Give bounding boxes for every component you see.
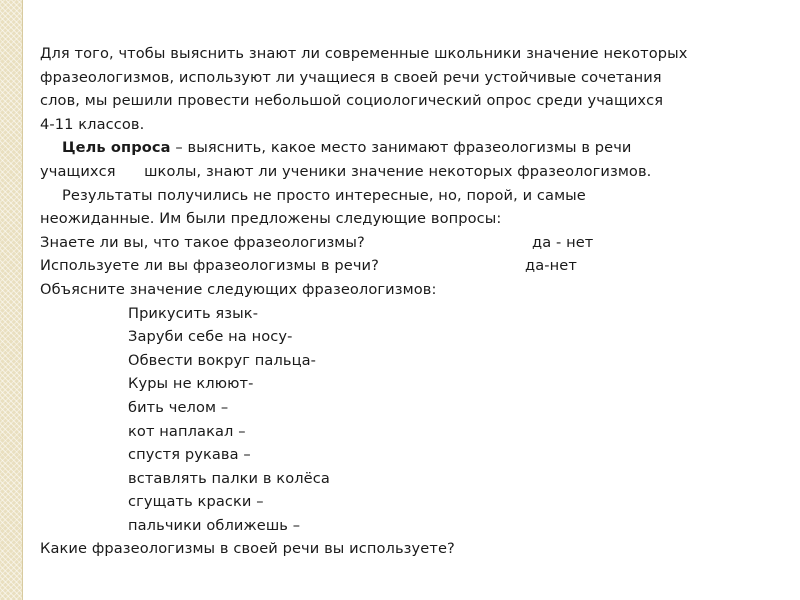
phrase-item: Прикусить язык- [128,304,259,322]
decorative-side-stripe [0,0,22,600]
phrase-item: сгущать краски – [128,493,264,511]
results-line: Результаты получились не просто интересные, но, порой, и самые [62,186,586,204]
phrase-item: бить челом – [128,398,229,416]
phrase-item: пальчики оближешь – [128,516,301,534]
goal-label: Цель опроса [62,139,171,157]
intro-line: Для того, чтобы выяснить знают ли современные школьники значение некоторых [40,45,688,62]
phrase-item: Обвести вокруг пальца- [128,351,317,369]
question-2 [40,254,790,278]
intro-line: фразеологизмов, используют ли учащиеся в своей речи устойчивые сочетания [40,68,662,86]
slide-text [40,42,790,561]
question-1 [40,231,790,255]
question-1-answer: да - нет [532,233,594,251]
question-4: Какие фразеологизмы в своей речи вы используете? [40,540,455,558]
goal-text: – выяснить, какое место занимают фразеологизмы в речи [170,139,632,157]
question-3: Объясните значение следующих фразеологизмов: [40,280,437,298]
results-line: неожиданные. Им были предложены следующие вопросы: [40,210,502,228]
intro-line: 4-11 классов. [40,115,145,133]
question-2-text: Используете ли вы фразеологизмы в речи? [40,257,379,275]
goal-line [40,136,790,160]
phrase-item: кот наплакал – [128,422,246,440]
goal-line-2: учащихся школы, знают ли ученики значение некоторых фразеологизмов. [40,162,652,180]
phrase-item: спустя рукава – [128,446,251,464]
phrase-item: Куры не клюют- [128,375,254,393]
intro-line: слов, мы решили провести небольшой социологический опрос среди учащихся [40,92,664,110]
phrase-item: вставлять палки в колёса [128,469,330,487]
phrase-item: Заруби себе на носу- [128,328,293,346]
stripe-divider [22,0,23,600]
question-1-text: Знаете ли вы, что такое фразеологизмы? [40,233,365,251]
question-2-answer: да-нет [525,257,577,275]
